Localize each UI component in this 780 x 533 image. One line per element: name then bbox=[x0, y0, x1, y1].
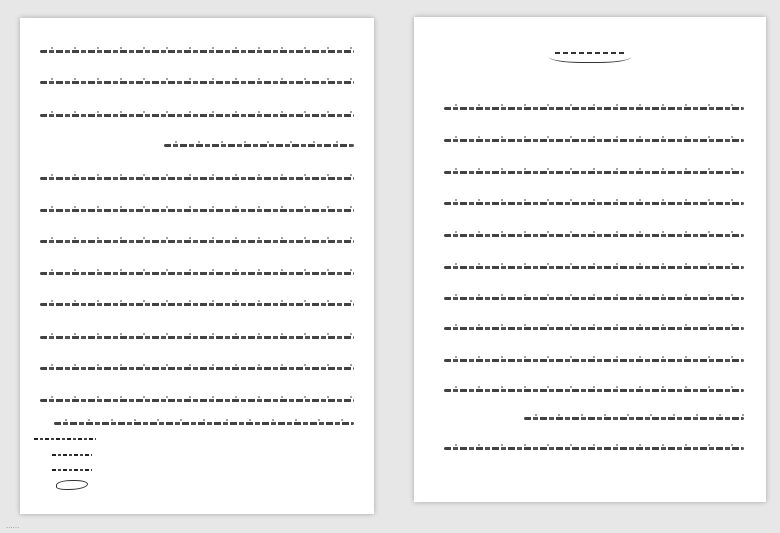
handwritten-line bbox=[40, 240, 354, 243]
basmala-heading bbox=[549, 48, 631, 63]
handwritten-line bbox=[444, 139, 744, 142]
handwritten-line bbox=[444, 447, 744, 450]
signature-line bbox=[34, 438, 96, 440]
handwritten-line bbox=[444, 327, 744, 330]
signature-line bbox=[52, 469, 92, 471]
handwritten-line bbox=[444, 389, 744, 392]
handwritten-line bbox=[164, 144, 354, 147]
letter-page-right bbox=[414, 17, 766, 502]
handwritten-line bbox=[40, 177, 354, 180]
handwritten-line bbox=[444, 266, 744, 269]
handwritten-line bbox=[444, 297, 744, 300]
watermark: ...... bbox=[6, 522, 20, 530]
handwritten-line bbox=[40, 114, 354, 117]
handwritten-line bbox=[54, 422, 354, 425]
handwritten-line bbox=[444, 234, 744, 237]
handwritten-line bbox=[40, 50, 354, 53]
handwritten-line bbox=[524, 417, 744, 420]
letter-page-left bbox=[20, 18, 374, 514]
handwritten-line bbox=[444, 171, 744, 174]
handwritten-line bbox=[40, 303, 354, 306]
handwritten-line bbox=[40, 367, 354, 370]
handwritten-line bbox=[40, 272, 354, 275]
handwritten-line bbox=[444, 202, 744, 205]
handwritten-line bbox=[444, 107, 744, 110]
handwritten-line bbox=[40, 336, 354, 339]
handwritten-line bbox=[40, 209, 354, 212]
handwritten-line bbox=[40, 399, 354, 402]
handwritten-line bbox=[444, 359, 744, 362]
signature-line bbox=[52, 454, 92, 456]
handwritten-line bbox=[40, 81, 354, 84]
signature-mark bbox=[56, 480, 88, 490]
